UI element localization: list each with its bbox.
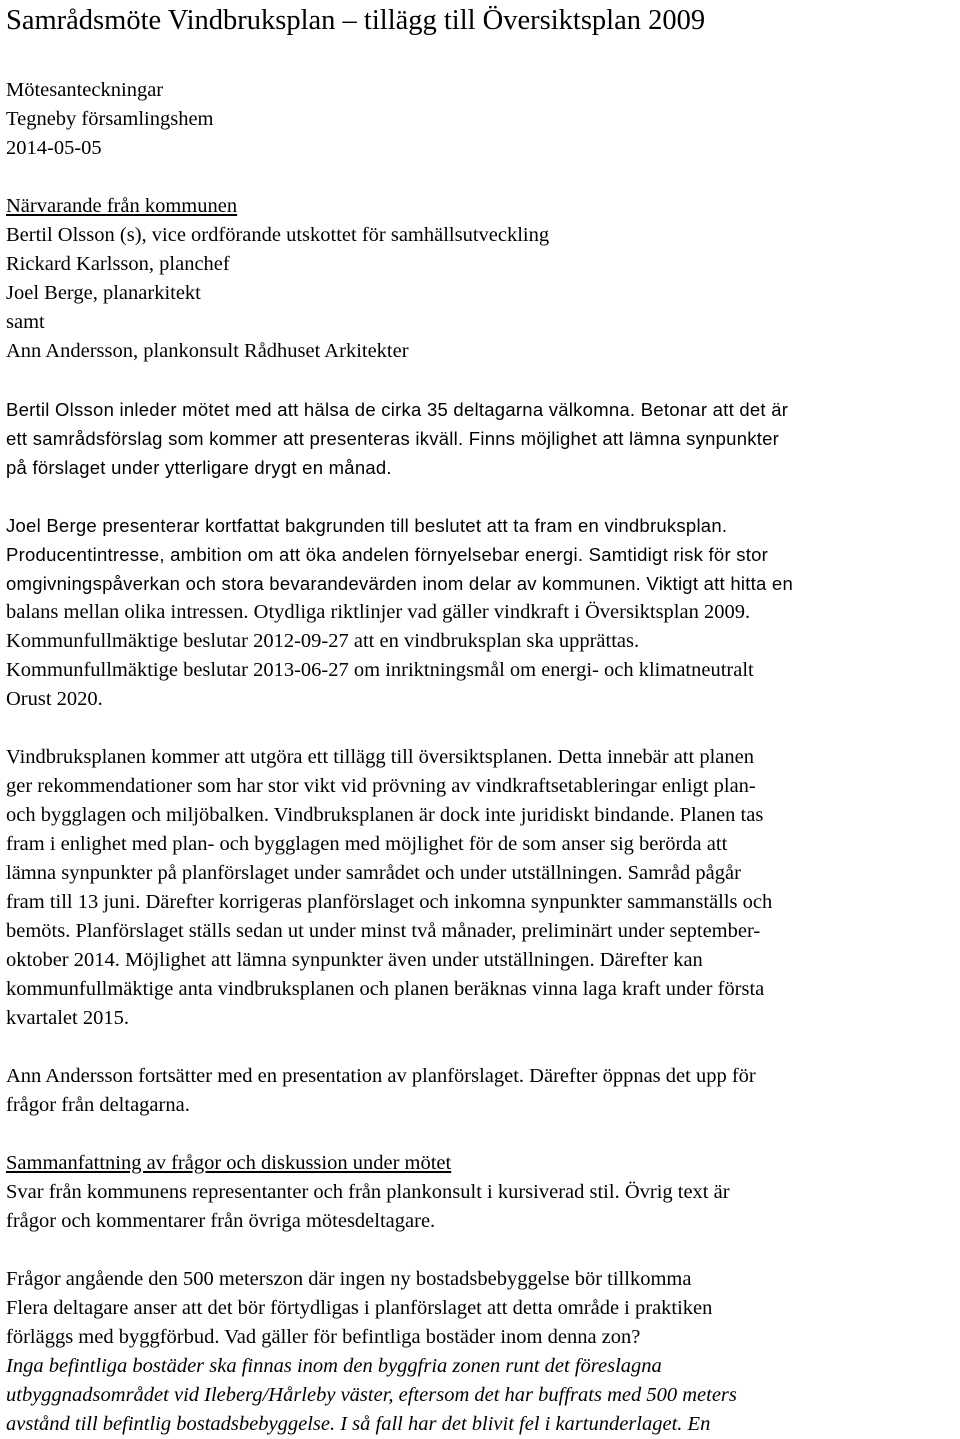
question-line: förläggs med byggförbud. Vad gäller för befintliga bostäder inom denna zon?: [6, 1326, 641, 1348]
paragraph-line: på förslaget under ytterligare drygt en månad.: [6, 457, 392, 478]
intro-paragraph: [6, 395, 956, 482]
paragraph-line: lämna synpunkter på planförslaget under samrådet och under utställningen. Samråd pågår: [6, 862, 741, 884]
paragraph-line: och bygglagen och miljöbalken. Vindbruksplanen är dock inte juridiskt bindande. Planen tas: [6, 804, 764, 826]
question-section: [6, 1265, 956, 1439]
attendee-line: Bertil Olsson (s), vice ordförande utskottet för samhällsutveckling: [6, 224, 550, 246]
meeting-date: 2014-05-05: [6, 137, 102, 159]
paragraph-line: Kommunfullmäktige beslutar 2012-09-27 att en vindbruksplan ska upprättas.: [6, 630, 640, 652]
paragraph-line: fram till 13 juni. Därefter korrigeras planförslaget och inkomna synpunkter sammanställs och: [6, 891, 773, 913]
meeting-meta: [6, 76, 956, 163]
paragraph-line: Bertil Olsson inleder mötet med att hälsa de cirka 35 deltagarna välkomna. Betonar att det är: [6, 399, 789, 420]
background-paragraph: [6, 511, 956, 714]
answer-line: avstånd till befintlig bostadsbebyggelse. I så fall har det blivit fel i kartunderlaget. En: [6, 1413, 711, 1435]
meeting-place: Tegneby församlingshem: [6, 108, 214, 130]
attendee-line: Rickard Karlsson, planchef: [6, 253, 230, 275]
paragraph-line: omgivningspåverkan och stora bevarandevärden inom delar av kommunen. Viktigt att hitta en: [6, 573, 794, 594]
paragraph-line: Joel Berge presenterar kortfattat bakgrunden till beslutet att ta fram en vindbruksplan.: [6, 515, 728, 536]
paragraph-line: ger rekommendationer som har stor vikt vid prövning av vindkraftsetableringar enligt plan-: [6, 775, 756, 797]
meeting-type: Mötesanteckningar: [6, 79, 164, 101]
paragraph-line: Producentintresse, ambition om att öka andelen förnyelsebar energi. Samtidigt risk för stor: [6, 544, 769, 565]
paragraph-line: Ann Andersson fortsätter med en presentation av planförslaget. Därefter öppnas det upp för: [6, 1065, 756, 1087]
paragraph-line: kvartalet 2015.: [6, 1007, 129, 1029]
paragraph-line: Kommunfullmäktige beslutar 2013-06-27 om inriktningsmål om energi- och klimatneutralt: [6, 659, 754, 681]
paragraph-line: balans mellan olika intressen. Otydliga riktlinjer vad gäller vindkraft i Översiktsplan 2009.: [6, 601, 751, 623]
paragraph-line: Svar från kommunens representanter och från plankonsult i kursiverad stil. Övrig text är: [6, 1181, 730, 1203]
paragraph-line: Orust 2020.: [6, 688, 103, 710]
paragraph-line: kommunfullmäktige anta vindbruksplanen och planen beräknas vinna laga kraft under första: [6, 978, 765, 1000]
document-page: [6, 4, 956, 1439]
attendee-line: Ann Andersson, plankonsult Rådhuset Arkitekter: [6, 340, 409, 362]
attendees-section: [6, 192, 956, 366]
paragraph-line: frågor och kommentarer från övriga mötesdeltagare.: [6, 1210, 436, 1232]
attendees-heading: Närvarande från kommunen: [6, 195, 238, 217]
page-title: Samrådsmöte Vindbruksplan – tillägg till Översiktsplan 2009: [6, 5, 706, 36]
summary-section: [6, 1149, 956, 1236]
answer-line: utbyggnadsområdet vid Ileberg/Hårleby väster, eftersom det har buffrats med 500 meters: [6, 1384, 737, 1406]
answer-line: Inga befintliga bostäder ska finnas inom den byggfria zonen runt det föreslagna: [6, 1355, 662, 1377]
attendee-line: samt: [6, 311, 45, 333]
paragraph-line: ett samrådsförslag som kommer att presenteras ikväll. Finns möjlighet att lämna synpunkter: [6, 428, 780, 449]
paragraph-line: oktober 2014. Möjlighet att lämna synpunkter även under utställningen. Därefter kan: [6, 949, 703, 971]
paragraph-line: fram i enlighet med plan- och bygglagen med möjlighet för de som anser sig berörda att: [6, 833, 728, 855]
question-line: Flera deltagare anser att det bör förtydligas i planförslaget att detta område i praktiken: [6, 1297, 713, 1319]
attendee-line: Joel Berge, planarkitekt: [6, 282, 201, 304]
paragraph-line: bemöts. Planförslaget ställs sedan ut under minst två månader, preliminärt under september-: [6, 920, 761, 942]
paragraph-line: Vindbruksplanen kommer att utgöra ett tillägg till översiktsplanen. Detta innebär att planen: [6, 746, 754, 768]
summary-heading: Sammanfattning av frågor och diskussion under mötet: [6, 1152, 452, 1174]
question-heading: Frågor angående den 500 meterszon där ingen ny bostadsbebyggelse bör tillkomma: [6, 1268, 692, 1290]
presentation-paragraph: [6, 1062, 956, 1120]
plan-paragraph: [6, 743, 956, 1033]
paragraph-line: frågor från deltagarna.: [6, 1094, 190, 1116]
